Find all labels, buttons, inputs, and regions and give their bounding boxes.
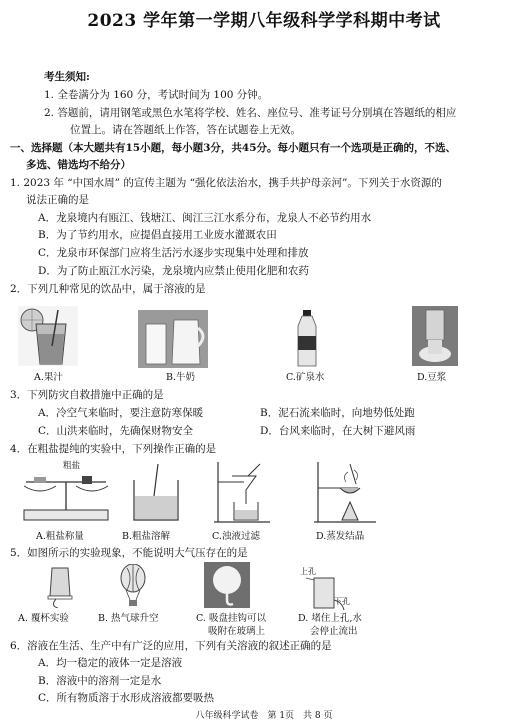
q1-option-b: B．为了节约用水，应提倡直接用工业废水灌溉农田 [38,229,277,241]
q5-caption-d-cont: 会停止流出 [310,626,358,637]
q5-caption-b: B. 热气球升空 [98,613,159,624]
q2-stem: 2．下列几种常见的饮品中，属于溶液的是 [10,283,206,295]
q4-caption-b: B.粗盐溶解 [122,531,171,542]
filtration-image [210,462,274,524]
beaker-stirring-image [128,462,184,524]
q4-caption-d: D.蒸发结晶 [316,531,365,542]
q3-option-d: D．台风来临时，在大树下避风雨 [260,425,416,437]
milk-image [138,310,208,368]
section-heading-cont: 多选、错选均不给分） [26,159,131,171]
q6-stem: 6．溶液在生活、生产中有广泛的应用，下列有关溶液的叙述正确的是 [10,640,332,652]
q4-caption-c: C.浊液过滤 [212,531,260,542]
q2-caption-c: C.矿泉水 [286,372,325,383]
q6-option-a: A．均一稳定的液体一定是溶液 [38,657,183,669]
q2-caption-a: A.果汁 [34,372,63,383]
q1-stem-cont: 说法正确的是 [26,194,89,206]
q5-caption-c-cont: 吸附在玻璃上 [208,626,266,637]
q1-stem: 1. 2023 年 “中国水周” 的宣传主题为 “强化依法治水，携手共护母亲河”。下列关于水资源的 [10,177,442,189]
q6-option-b: B．溶液中的溶剂一定是水 [38,675,162,687]
q1-option-c: C．龙泉市环保部门应将生活污水逐步实现集中处理和排放 [38,247,309,259]
q3-stem: 3．下列防灾自救措施中正确的是 [10,389,164,401]
evaporation-image [312,462,378,524]
suction-hook-image [204,562,250,608]
water-bottle-image [294,310,320,368]
juice-glass-image [18,306,78,366]
q3-option-a: A．冷空气来临时，要注意防寒保暖 [38,407,204,419]
salt-label: 粗盐 [63,461,81,471]
hot-air-balloon-image [118,564,148,608]
page-footer: 八年级科学试卷 第 1页 共 8 页 [195,711,333,721]
hole-top-label: 上孔 [300,567,316,576]
q2-caption-d: D.豆浆 [417,372,447,383]
q4-stem: 4．在粗盐提纯的实验中，下列操作正确的是 [10,443,217,455]
q5-caption-a: A. 覆杯实验 [18,613,69,624]
exam-title: 2023 学年第一学期八年级科学学科期中考试 [87,11,441,31]
notice-heading: 考生须知: [44,71,90,83]
hole-bottom-label: 下孔 [334,597,350,606]
q5-caption-c: C. 吸盘挂钩可以 [196,613,266,624]
soy-milk-image [412,306,458,366]
q5-caption-d: D. 堵住上孔,水 [298,613,362,624]
q3-option-b: B．泥石流来临时，向地势低处跑 [260,407,415,419]
notice-item-1: 1. 全卷满分为 160 分，考试时间为 100 分钟。 [44,89,269,101]
q1-option-a: A．龙泉境内有瓯江、钱塘江、闽江三江水系分布，龙泉人不必节约用水 [38,212,372,224]
q2-caption-b: B.牛奶 [166,372,196,383]
q3-option-c: C．山洪来临时，先确保财物安全 [38,425,194,437]
balance-image [20,466,112,524]
notice-item-2-cont: 位置上。请在答题纸上作答，答在试题卷上无效。 [70,124,301,136]
q4-caption-a: A.粗盐称量 [36,531,84,542]
section-heading: 一、选择题（本大题共有15小题，每小题3分，共45分。每小题只有一个选项是正确的，不选、 [10,142,457,154]
notice-item-2: 2. 答题前，请用钢笔或黑色水笔将学校、姓名、座位号、准考证号分别填在答题纸的相应 [44,107,457,119]
inverted-cup-image [46,566,74,608]
q5-stem: 5．如图所示的实验现象，不能说明大气压存在的是 [10,547,248,559]
q6-option-c: C．所有物质溶于水形成溶液都要吸热 [38,692,215,704]
q1-option-d: D．为了防止瓯江水污染，龙泉境内应禁止使用化肥和农药 [38,265,309,277]
